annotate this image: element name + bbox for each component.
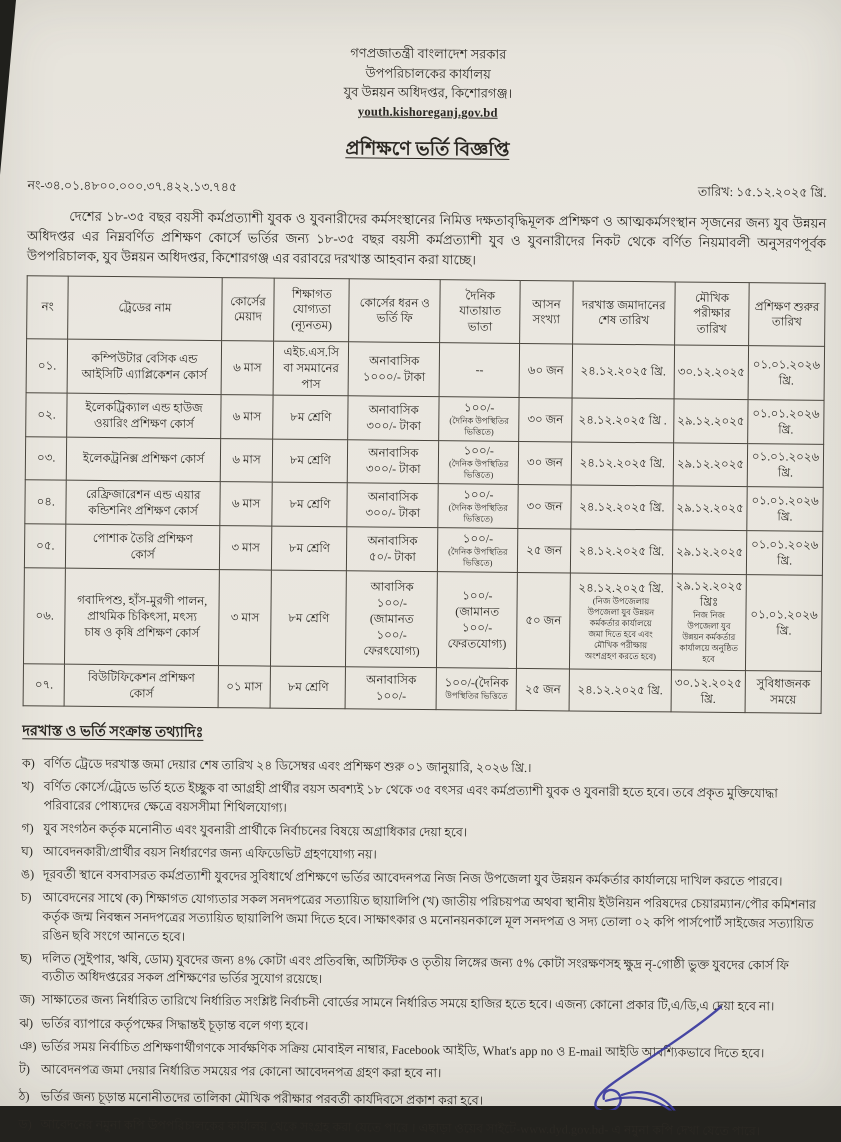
cell-line: ৩০০/- টাকা [366, 418, 422, 433]
cell-line: ৩০০/- টাকা [365, 505, 421, 520]
header-line: শিক্ষাগত [291, 286, 332, 301]
cell-line: ০১.০১.২০২৬ [751, 492, 819, 508]
cell-line: খ্রি. [776, 553, 793, 568]
cell-small-note: মৌখিক পরীক্ষায় [593, 640, 648, 650]
cell-line: ১০০/- [462, 531, 494, 546]
condition-item [20, 949, 819, 994]
table-cell [571, 398, 674, 443]
department-name: যুব উন্নয়ন অধিদপ্তর, কিশোরগঞ্জ। [343, 84, 513, 101]
cell-small-note: ভিত্তিতে) [464, 427, 494, 437]
condition-item [18, 1115, 817, 1141]
cell-line: প্রাথমিক চিকিৎসা, মৎস্য [87, 608, 198, 624]
table-cell [747, 444, 823, 487]
header-line: কোর্সের [230, 293, 266, 309]
cell-line: অনাবাসিক [369, 353, 420, 368]
table-cell [519, 398, 572, 443]
table-cell [23, 664, 65, 706]
cell-line: ৮ম শ্রেণি [289, 453, 331, 468]
table-cell [271, 570, 347, 667]
intro-paragraph: দেশের ১৮-৩৫ বছর বয়সী কর্মপ্রত্যাশী যুবক ও যুবনারীদের কর্মসংস্থানের নিমিত্ত দক্ষতাবৃদ্ধিমূলক প্রশিক্ষণ ও আত্মকর্মসংস্থান সৃজনের জন্য যুব উন্নয়ন অধিদপ্তর এর নিম্নবর্ণিত প্রশিক্ষণ কোর্সে ভর্তির জন্য ১৮-৩৫ বছর বয়সী কর্মপ্রত্যাশী যুব ও যুবনারীদের নিকট থেকে বর্ণিত নিয়মাবলী অনুসরণপূর্বক উপপরিচালক, যুব উন্নয়ন অধিদপ্তর, কিশোরগঞ্জ এর বরাবরে দরখাস্ত আহবান করা যাচ্ছে। [26, 208, 827, 268]
cell-line: এইচ.এস.সি [283, 344, 340, 360]
cell-line: ৩ মাস [230, 609, 260, 625]
condition-item [19, 1014, 818, 1040]
table-cell [220, 395, 273, 440]
column-header [68, 277, 222, 341]
condition-text: আবেদনের সাথে (ক) শিক্ষাগত যোগ্যতার সকল সনদপত্রের সত্যায়িত ছায়ালিপি (খ) জাতীয় পরিচয়পত্র অথবা স্থানীয় ইউনিয়ন পরিষদের চেয়ারম্যান/পৌর কমিশনার কর্তৃক জন্ম নিবন্ধন সনদপত্রের সত্যায়িত ছায়ালিপি জমা দিতে হবে। সাক্ষাৎকার ও মনোনয়নকালে মূল সনদপত্র ও সদ্য তোলা ০২ কপি পার্সপোর্ট সাইজের সত্যায়িত রঙিন ছবি সংগে আনতে হবে। [42, 890, 817, 944]
table-cell [519, 344, 572, 399]
header-line: দরখাস্ত জমাদানের [581, 297, 666, 312]
condition-label: ঘ) [21, 844, 34, 859]
condition-text: বর্ণিত কোর্সে/ট্রেডে ভর্তি হতে ইচ্ছুক বা আগ্রহী প্রার্থীর বয়স অবশ্যই ১৮ থেকে ৩৫ বৎসর এবং কর্মপ্রত্যাশী যুবক ও যুবনারী হতে হবে। তবে প্রকৃত মুক্তিযোদ্ধা পরিবারের পোষ্যদের ক্ষেত্রে বয়সসীমা শিথিলযোগ্য। [43, 779, 778, 815]
header-line: ভাতা [467, 319, 493, 335]
condition-item [19, 1060, 818, 1086]
condition-label: ঠ) [18, 1089, 30, 1104]
condition-text: যুব সংগঠন কর্তৃক মনোনীত এবং যুবনারী প্রার্থীকে নির্বাচনের বিষয়ে অগ্রাধিকার দেয়া হবে। [43, 821, 468, 840]
header-line: নং [41, 299, 54, 314]
cell-line: ১০০/- [464, 400, 495, 415]
condition-label: ঞ) [19, 1038, 37, 1053]
cell-line: ৬ মাস [233, 360, 262, 375]
memo-number: নং-৩৪.০১.৪৮০০.০০০.৩৭.৪২২.১৩.৭৪৫ [27, 178, 238, 195]
cell-line: ৩০০/- টাকা [365, 461, 421, 477]
column-header [349, 279, 441, 343]
condition-label: গ) [21, 821, 34, 836]
table-row [25, 480, 823, 532]
table-cell [439, 343, 519, 398]
condition-text: আবেদনের নমুনা কপি উপপরিচালকের কার্যালয় থেকে সংগ্রহ করা যেতে পারে । এছাড়া ওয়েব সাইটে-www.dyd.gov.bd- এ নমুনা কপি দেখা যেতে পারে। [40, 1117, 761, 1139]
table-cell [569, 573, 672, 670]
cell-line: ০১.০১.২০২৬ [752, 357, 821, 372]
cell-line: ওয়ারিং প্রশিক্ষণ কোর্স [93, 415, 194, 431]
table-cell [220, 482, 273, 527]
condition-item [20, 991, 819, 1017]
table-cell [516, 669, 569, 712]
column-header [572, 281, 675, 345]
cell-small-note: হবে [702, 654, 715, 664]
cell-line: খ্রি. [778, 422, 794, 437]
cell-line: ০১.০১.২০২৬ [752, 406, 820, 421]
cell-line: ০১.০১.২০২৬ [750, 606, 818, 622]
cell-line: ফেরতযোগ্য) [447, 635, 507, 651]
office-name: উপপরিচালকের কার্যালয় [365, 64, 491, 82]
cell-line: ১০০/- [463, 487, 494, 502]
cell-line: ০১.০১.২০২৬ [751, 449, 820, 465]
condition-text: আবেদনকারী/প্রার্থীর বয়স নির্ধারণের জন্য এফিডেভিট গ্রহণযোগ্য নয়। [43, 844, 377, 862]
table-cell [348, 440, 439, 484]
table-cell [673, 486, 748, 531]
cell-line: আইসিটি এ্যাপ্লিকেশন কোর্স [81, 366, 208, 382]
cell-line: ৬০ জন [527, 362, 564, 378]
cell-line: ২৪.১২.২০২৫ খ্রি. [579, 499, 665, 515]
condition-text: ভর্তির জন্য চূড়ান্ত মনোনীতদের তালিকা মৌখিক পরীক্ষার পরবর্তী কার্যদিবসে প্রকাশ করা হবে। [40, 1089, 484, 1108]
cell-line: অনাবাসিক [368, 445, 419, 461]
cell-small-note: উপস্থিতির ভিত্তিতে [445, 691, 508, 702]
cell-small-note: জমা দিতে হবে এবং [588, 629, 653, 639]
cell-line: ১০০/- [376, 595, 408, 610]
cell-line: বা সমমানের [283, 360, 340, 376]
cell-line: ১০০/- [463, 443, 494, 459]
trade-name-cell [68, 340, 222, 395]
cell-line: ০৫. [36, 538, 55, 553]
table-row [23, 568, 822, 672]
header-line: (ন্যূনতম) [291, 318, 333, 333]
cell-small-note: (দৈনিক উপস্থিতির [448, 547, 508, 557]
condition-item [19, 1037, 818, 1063]
cell-line: খ্রি. [777, 465, 794, 480]
header-line: মেয়াদ [233, 309, 262, 324]
course-table-body [23, 339, 824, 713]
cell-line: খ্রি. [776, 623, 792, 638]
cell-line: ১০০/- [461, 620, 493, 635]
cell-line: ০১ মাস [226, 678, 263, 694]
condition-label: ঝ) [19, 1015, 34, 1030]
cell-line: বিউটিফিকেশন প্রশিক্ষণ [88, 669, 195, 685]
condition-item [22, 778, 821, 823]
cell-line: ১০০/- [462, 588, 493, 603]
table-cell [23, 568, 65, 664]
table-cell [671, 670, 746, 713]
table-cell [273, 396, 348, 441]
cell-line: ৮ম শ্রেণি [287, 679, 329, 694]
cell-line: ০১.০১.২০২৬ [751, 536, 819, 552]
table-cell [345, 667, 436, 710]
cell-line: ২৪.১২.২০২৫ খ্রি. [578, 580, 664, 596]
condition-label: ঙ) [20, 867, 35, 882]
cell-line: ২৪.১২.২০২৫ খ্রি. [579, 455, 665, 471]
course-table-header-row [27, 276, 826, 347]
website-text: youth.kishoreganj.gov.bd [357, 103, 498, 120]
cell-small-note: (দৈনিক উপস্থিতির [449, 416, 509, 426]
cell-line: খ্রি. [700, 691, 716, 706]
column-header [674, 282, 749, 346]
table-cell [748, 400, 824, 445]
course-table [23, 276, 826, 714]
table-cell [518, 485, 571, 530]
header-line: দৈনিক [465, 287, 496, 303]
condition-text: আবেদনপত্র জমা দেয়ার নির্ধারিত সময়ের পর কোনো আবেদনপত্র গ্রহণ করা হবে না। [41, 1062, 442, 1080]
table-cell [745, 671, 821, 714]
header-line: তারিখ [771, 314, 802, 330]
column-header [749, 283, 825, 347]
cell-line: ৩০.১২.২০২৫ [677, 364, 746, 380]
cell-line: অনাবাসিক [368, 402, 419, 417]
condition-item [21, 819, 820, 845]
cell-line: ৮ম শ্রেণি [288, 610, 330, 625]
cell-line: ০৭. [34, 677, 54, 692]
cell-line: ৬ মাস [231, 495, 261, 511]
cell-line: কন্ডিশনিং প্রশিক্ষণ কোর্স [88, 502, 198, 518]
condition-item [22, 754, 821, 780]
cell-small-note: অংশগ্রহণ করতে হবে) [584, 651, 657, 661]
table-cell [518, 442, 571, 485]
condition-text: দূরবর্তী স্থানে বসবাসরত কর্মপ্রত্যাশী যুবদের সুবিধার্থে প্রশিক্ষণে ভর্তির আবেদনপত্র নিজ নিজ উপজেলা যুব উন্নয়ন কর্মকর্তার কার্যালয়ে দাখিল করতে পারবে। [42, 867, 783, 889]
table-cell [518, 529, 571, 574]
condition-text: ভর্তির ব্যাপারে কর্তৃপক্ষের সিদ্ধান্তই চূড়ান্ত বলে গণ্য হবে। [41, 1015, 309, 1033]
cell-line: ৫০/- টাকা [368, 549, 416, 564]
column-header [27, 276, 69, 339]
trade-name-cell [66, 524, 220, 569]
header-line: আসন [532, 296, 561, 311]
table-cell [439, 397, 519, 442]
cell-line: ৩০ জন [526, 498, 563, 514]
column-header [221, 278, 274, 342]
cell-line: ১০০/-(দৈনিক [444, 675, 509, 691]
table-cell [26, 393, 68, 437]
cell-line: পাস [301, 376, 321, 391]
table-cell [572, 344, 675, 399]
condition-item [21, 842, 820, 868]
table-cell [273, 342, 349, 397]
header-line: তারিখ [696, 322, 727, 337]
cell-line: ১০০০/- টাকা [362, 369, 426, 384]
table-cell [436, 668, 516, 711]
cell-line: ৮ম শ্রেণি [290, 409, 332, 425]
cell-line: ২৫ জন [524, 681, 561, 697]
table-cell [221, 341, 274, 396]
condition-label: ট) [19, 1061, 31, 1077]
conditions-list [18, 754, 821, 1141]
cell-line: ২৪.১২.২০২৫ খ্রি. [580, 363, 666, 379]
header-line: ভর্তি ফি [376, 311, 413, 326]
memo-row [27, 177, 826, 205]
cell-small-note: কার্যালয়ে অনুষ্ঠিত [679, 643, 739, 654]
condition-text: দলিত (সুইপার, ঋষি, ডোম) যুবদের জন্য ৪% কোটা এবং প্রতিবন্ধি, অটিস্টিক ও তৃতীয় লিঙ্গের জন্য ৫% কোটা সংরক্ষণসহ ক্ষুদ্র নৃ-গোষ্ঠী ভুক্ত যুবদের কোর্স ফি ব্যতীত অধিদপ্তরের সকল প্রশিক্ষণের ভর্তির সুযোগ রয়েছে। [41, 951, 789, 987]
cell-line: ০১. [37, 358, 57, 373]
header-line: পরীক্ষার [693, 306, 731, 321]
cell-line: ইলেকট্রনিক্স প্রশিক্ষণ কোর্স [82, 451, 205, 467]
cell-line: পোশাক তৈরি প্রশিক্ষণ [92, 530, 193, 546]
table-row [26, 339, 824, 401]
cell-small-note: উপজেলা যুব উন্নয়ন [587, 607, 655, 618]
condition-label: ছ) [20, 950, 32, 965]
column-header [274, 279, 350, 343]
column-header [440, 280, 520, 344]
cell-line: ৩০.১২.২০২৫ [674, 675, 743, 690]
table-cell [571, 442, 674, 486]
trade-name-cell [66, 480, 220, 525]
cell-line: ০২. [37, 407, 56, 422]
cell-small-note: ভিত্তিতে) [463, 514, 493, 524]
info-section-heading: দরখাস্ত ও ভর্তি সংক্রান্ত তথ্যাদিঃ [22, 723, 204, 742]
condition-label: জ) [19, 992, 36, 1007]
table-cell [439, 441, 519, 485]
table-cell [270, 666, 345, 709]
cell-line: ৮ম শ্রেণি [289, 496, 331, 511]
cell-line: সুবিধাজনক [756, 676, 811, 691]
condition-text: বর্ণিত ট্রেডে দরখাস্ত জমা দেয়ার শেষ তারিখ ২৪ ডিসেম্বর এবং প্রশিক্ষণ শুরু ০১ জানুয়ারি, ২০২৬ খ্রি.। [43, 756, 532, 776]
cell-line: ৮ম শ্রেণি [288, 540, 331, 555]
table-cell [346, 571, 438, 668]
cell-line: চাষ ও কৃষি প্রশিক্ষণ কোর্স [84, 624, 200, 640]
trade-name-cell [67, 438, 221, 482]
cell-line: ১০০/- [375, 688, 407, 703]
cell-line: ৬ মাস [232, 452, 261, 467]
cell-line: খ্রিঃ [699, 595, 719, 610]
table-row [26, 393, 824, 445]
government-name: গণপ্রজাতন্ত্রী বাংলাদেশ সরকার [350, 45, 507, 62]
table-cell [348, 342, 439, 397]
cell-small-note: নিজ নিজ [693, 610, 725, 621]
table-cell [570, 529, 673, 574]
course-table-head [27, 276, 826, 347]
table-cell [673, 443, 748, 486]
cell-line: ২৯.১২.২০২৫ [677, 413, 745, 429]
cell-small-note: ভিত্তিতে) [463, 470, 494, 480]
condition-item [21, 865, 820, 891]
trade-name-cell [67, 394, 221, 439]
cell-line: খ্রি. [777, 509, 793, 524]
table-cell [747, 487, 823, 532]
header-line: ট্রেডের নাম [118, 300, 172, 316]
table-cell [746, 531, 822, 576]
cell-line: গবাদিপশু, হাঁস-মুরগী পালন, [77, 592, 208, 608]
table-cell [219, 526, 272, 571]
condition-label: চ) [20, 890, 32, 905]
letterhead [28, 40, 828, 125]
cell-line: ২৪.১২.২০২৫ খ্রি . [578, 412, 667, 428]
cell-small-note: উন্নয়ন কর্মকর্তার [682, 632, 736, 643]
table-cell [220, 439, 273, 482]
cell-small-note: কর্মকর্তার কার্যালয়ে [589, 618, 652, 628]
table-cell [347, 527, 438, 572]
cell-line: (জামানত [455, 604, 500, 619]
table-cell [569, 669, 672, 712]
table-cell [218, 666, 271, 709]
table-cell [273, 440, 348, 483]
table-cell [746, 575, 823, 672]
header-line: শেষ তারিখ [598, 313, 650, 328]
cell-line: খ্রি. [778, 373, 794, 388]
condition-text: সাক্ষাতের জন্য নির্ধারিত তারিখে নির্ধারিত সংশ্লিষ্ট নির্বাচনী বোর্ডের সামনে নির্ধারিত সময়ে হাজির হতে হবে। এজন্য কোনো প্রকার টি,এ/ডি,এ দেয়া হবে না। [41, 992, 775, 1014]
header-line: কোর্সের ধরন ও [359, 294, 430, 310]
notice-title: প্রশিক্ষণে ভর্তি বিজ্ঞপ্তি [345, 138, 510, 162]
table-row [24, 524, 822, 576]
trade-name-cell [65, 568, 219, 665]
cell-line: ১০০/- [376, 627, 407, 642]
table-cell [25, 480, 67, 524]
cell-line: কম্পিউটার বেসিক এন্ড [91, 350, 198, 366]
table-cell [24, 524, 66, 568]
table-cell [438, 528, 518, 573]
header-line: সংখ্যা [532, 312, 561, 327]
cell-line: ২৪.১২.২০২৫ খ্রি. [578, 543, 665, 559]
cell-line: ২৫ জন [526, 542, 563, 558]
table-row [25, 437, 823, 487]
table-cell [438, 484, 518, 529]
header-line: যোগ্যতা [292, 302, 332, 317]
header-line: প্রশিক্ষণ শুরুর [754, 298, 820, 314]
cell-line: অনাবাসিক [367, 489, 419, 504]
cell-small-note: (দৈনিক উপস্থিতির [448, 503, 508, 513]
cell-line: আবাসিক [370, 579, 414, 594]
header-line: যাতায়াত [459, 303, 502, 319]
header-line: মৌখিক [694, 290, 730, 305]
cell-small-note: (নিজ উপজেলায় [592, 596, 650, 607]
cell-line: ৫০ জন [525, 612, 562, 628]
column-header [520, 281, 573, 345]
cell-line: ২৯.১২.২০২৫ [676, 500, 744, 515]
table-cell [671, 574, 746, 671]
cell-line: ৩০ জন [527, 411, 564, 427]
cell-line: ৩ মাস [231, 539, 260, 555]
cell-line: (জামানত [369, 611, 414, 626]
table-cell [26, 339, 68, 393]
cell-line: সময়ে [770, 692, 797, 707]
cell-line: ২৯.১২.২০২৫ [675, 578, 743, 594]
table-cell [748, 346, 824, 401]
cell-small-note: (দৈনিক উপস্থিতির [448, 459, 509, 470]
table-cell [672, 530, 747, 575]
condition-label: ড) [18, 1117, 32, 1132]
condition-item [20, 889, 819, 952]
cell-line: ফেরৎযোগ্য) [363, 643, 420, 658]
memo-date: তারিখ: ১৫.১২.২০২৫ খ্রি. [697, 184, 827, 201]
table-cell [25, 437, 67, 480]
condition-label: খ) [21, 779, 35, 794]
trade-name-cell [65, 664, 219, 707]
cell-line: ০৩. [36, 450, 56, 465]
table-cell [674, 345, 749, 400]
table-cell [347, 483, 438, 528]
table-cell [571, 485, 674, 530]
table-cell [437, 572, 518, 669]
cell-line: অনাবাসিক [366, 672, 417, 687]
condition-item [19, 1088, 818, 1114]
table-cell [272, 482, 347, 527]
table-cell [218, 570, 272, 667]
cell-line: ইলেকট্রিক্যাল এন্ড হাউজ [85, 399, 203, 415]
cell-line: কোর্স [129, 685, 154, 701]
cell-line: ২৯.১২.২০২৫ [676, 456, 745, 472]
cell-line: ০৪. [36, 494, 55, 509]
table-cell [674, 399, 749, 444]
cell-line: অনাবাসিক [367, 533, 418, 548]
condition-text: ভর্তির সময় নির্বাচিত প্রশিক্ষণার্থীগণকে সার্বক্ষণিক সক্রিয় মোবাইল নাম্বার, Facebook আইডি, What's app no ও E-mail আইডি আবশ্যিকভাবে দিতে হবে। [41, 1039, 765, 1060]
cell-small-note: উপজেলা যুব [687, 621, 731, 632]
cell-line: ২৯.১২.২০২৫ [675, 544, 744, 559]
cell-line: কোর্স [130, 546, 155, 562]
cell-small-note: ভিত্তিতে) [462, 558, 493, 568]
table-row [23, 664, 821, 714]
table-cell [517, 573, 571, 670]
cell-line: ০৬. [35, 608, 54, 623]
cell-line: -- [475, 362, 484, 377]
table-cell [272, 526, 347, 571]
table-cell [348, 396, 439, 441]
cell-line: ৩০ জন [526, 455, 563, 470]
cell-line: ৬ মাস [232, 409, 262, 424]
cell-line: ২৪.১২.২০২৫ খ্রি. [577, 682, 663, 698]
cell-line: রেফ্রিজারেশন এন্ড এয়ার [85, 486, 201, 502]
condition-label: ক) [21, 756, 35, 771]
